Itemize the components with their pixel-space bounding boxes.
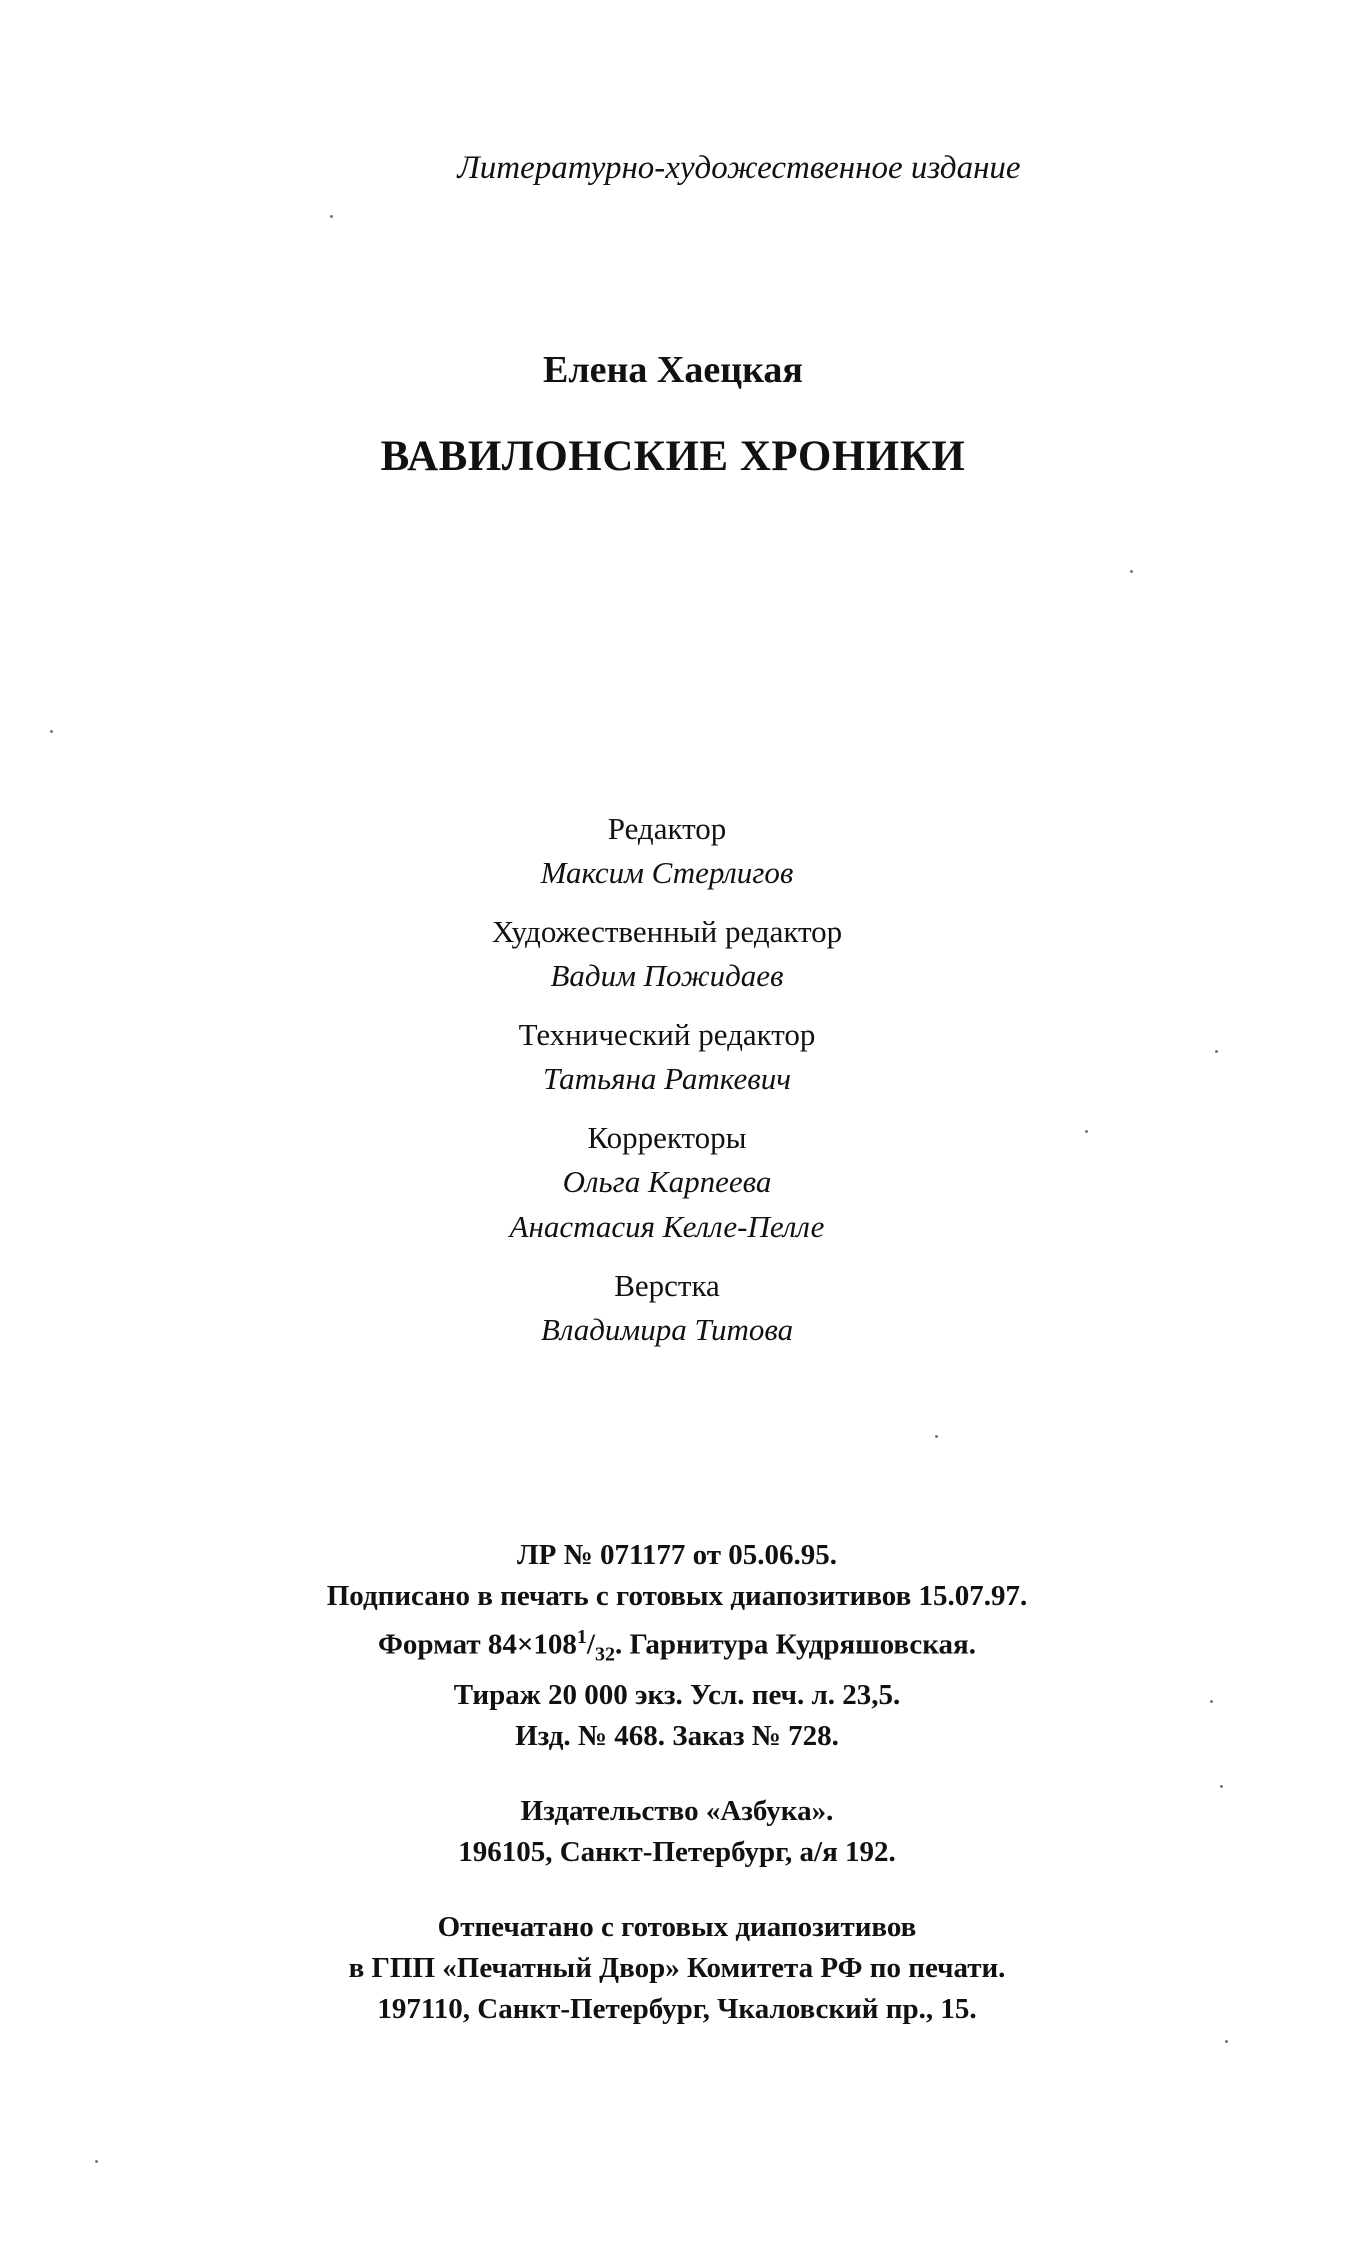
credit-role-tech-editor: Технический редактор [518, 1017, 816, 1052]
scan-speck [935, 1435, 938, 1438]
imprint-license: ЛР № 071177 от 05.06.95. [517, 1539, 837, 1571]
imprint-order: Изд. № 468. Заказ № 728. [515, 1720, 839, 1753]
imprint-format [0, 1617, 1354, 1675]
printer-line-1: Отпечатано с готовых диапозитивов [437, 1911, 917, 1944]
series-label: Литературно-художественное издание [457, 150, 1021, 186]
credit-person-layout: Владимира Титова [540, 1312, 794, 1347]
scan-speck [330, 215, 333, 218]
scan-speck [95, 2160, 98, 2163]
scan-speck [1085, 1130, 1088, 1133]
printer-line-3: 197110, Санкт-Петербург, Чкаловский пр., 15. [377, 1993, 977, 2026]
scan-speck [1220, 1785, 1223, 1788]
imprint-print-run: Тираж 20 000 экз. Усл. печ. л. 23,5. [453, 1679, 901, 1712]
credit-role-proofreaders: Корректоры [587, 1120, 747, 1155]
printer-line-2: в ГПП «Печатный Двор» Комитета РФ по печати. [348, 1952, 1006, 1985]
scan-speck [50, 730, 53, 733]
publisher-address: 196105, Санкт-Петербург, а/я 192. [458, 1836, 896, 1869]
imprint-format-prefix: Формат 84×108 [378, 1628, 577, 1661]
credit-person-proofreader-1: Ольга Карпеева [562, 1164, 772, 1199]
credit-role-layout: Верстка [614, 1268, 720, 1303]
credit-person-proofreader-2: Анастасия Келле-Пелле [509, 1209, 825, 1244]
credits-block [0, 808, 1354, 1352]
scan-speck [1215, 1050, 1218, 1053]
publisher-name: Издательство «Азбука». [520, 1795, 834, 1828]
book-title: ВАВИЛОНСКИЕ ХРОНИКИ [380, 433, 966, 480]
imprint-signed: Подписано в печать с готовых диапозитивов 15.07.97. [326, 1580, 1028, 1612]
credit-person-tech-editor: Татьяна Раткевич [542, 1061, 792, 1096]
author-name: Елена Хаецкая [542, 349, 803, 391]
imprint-format-sup: 1 [576, 1626, 587, 1648]
imprint-format-slash: / [586, 1628, 595, 1661]
imprint-block [0, 1535, 1354, 2030]
scan-speck [1130, 570, 1133, 573]
scan-speck [1210, 1700, 1213, 1703]
scan-speck [1225, 2040, 1228, 2043]
imprint-format-sub: 32 [594, 1643, 615, 1666]
credit-person-art-editor: Вадим Пожидаев [550, 958, 784, 993]
imprint-format-suffix: . Гарнитура Кудряшовская. [614, 1628, 976, 1661]
credit-role-art-editor: Художественный редактор [491, 914, 843, 949]
credit-role-editor: Редактор [607, 811, 727, 846]
credit-person-editor: Максим Стерлигов [540, 855, 794, 890]
